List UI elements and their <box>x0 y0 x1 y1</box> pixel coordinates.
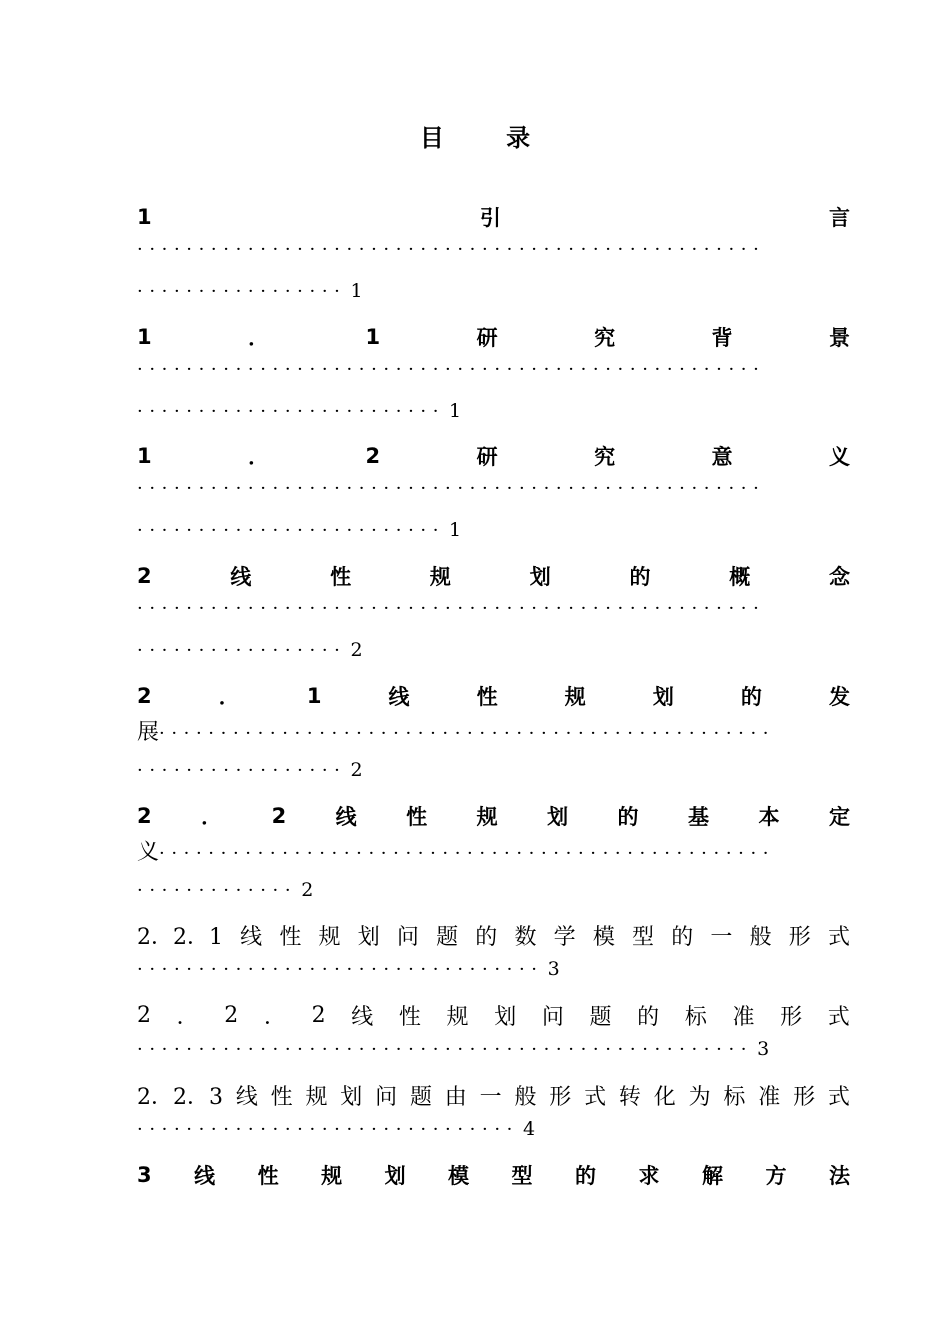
toc-heading-char: 研 <box>476 326 498 350</box>
toc-heading-char: 式 <box>584 1084 607 1110</box>
page-number: 2 <box>350 759 363 781</box>
toc-heading-char: 一 <box>479 1084 502 1110</box>
page-number: 4 <box>522 1118 536 1140</box>
toc-heading-char: 规 <box>318 924 341 950</box>
toc-heading-char: 2 <box>137 1002 151 1028</box>
toc-heading-char: 3 <box>137 1163 152 1187</box>
toc-heading-char: 划 <box>547 805 569 829</box>
toc-heading-char: 义 <box>137 840 160 865</box>
toc-heading-char: 背 <box>711 326 733 350</box>
toc-heading-char: 本 <box>758 805 780 829</box>
leader-dots: ··················································· <box>137 239 766 260</box>
toc-heading-char: ． <box>248 445 270 469</box>
toc-heading-char: 言 <box>829 206 850 230</box>
toc-entry-heading[interactable] <box>137 441 850 471</box>
toc-heading-char: 问 <box>375 1084 398 1110</box>
toc-heading-char: 性 <box>279 924 302 950</box>
toc-leader-line <box>137 958 560 982</box>
toc-heading-char: 2 <box>311 1002 326 1028</box>
toc-heading-char: 性 <box>270 1084 293 1110</box>
leader-dots: ························· <box>137 520 446 541</box>
page-number: 1 <box>350 280 363 302</box>
toc-heading-char: 的 <box>475 924 498 950</box>
toc-title-char-2: 录 <box>506 124 531 152</box>
toc-leader-line <box>137 1038 769 1062</box>
toc-leader-line <box>137 519 461 543</box>
toc-leader-line <box>137 236 850 266</box>
page-number: 2 <box>301 879 314 901</box>
toc-leader-line <box>137 715 850 745</box>
toc-heading-char: ． <box>218 685 240 709</box>
toc-heading-char: 义 <box>828 445 850 469</box>
toc-heading-char: 标 <box>684 1004 707 1030</box>
toc-leader-line <box>137 475 850 505</box>
toc-heading-char: 的 <box>671 924 694 950</box>
toc-heading-char: 般 <box>749 924 772 950</box>
page-number: 2 <box>350 639 363 661</box>
toc-heading-char: 究 <box>594 445 616 469</box>
toc-heading-char: 规 <box>429 565 451 589</box>
toc-heading-char: 2 <box>365 444 381 468</box>
toc-heading-char: 2 <box>137 564 152 588</box>
toc-heading-char: 由 <box>444 1084 467 1110</box>
toc-title <box>0 118 950 153</box>
toc-heading-char: 线 <box>388 685 410 709</box>
toc-heading-char: 式 <box>827 924 850 950</box>
leader-dots: ························· <box>137 401 446 422</box>
toc-heading-char: 转 <box>618 1084 641 1110</box>
toc-heading-char: 景 <box>828 326 850 350</box>
toc-heading-char: 念 <box>828 565 850 589</box>
toc-heading-char: 题 <box>589 1004 612 1030</box>
leader-dots: ·················································· <box>159 723 776 744</box>
toc-heading-char: 规 <box>564 685 586 709</box>
toc-heading-char: 的 <box>740 685 762 709</box>
toc-heading-char: 线 <box>351 1004 374 1030</box>
toc-heading-char: 定 <box>828 805 850 829</box>
toc-heading-char: 1 <box>365 325 381 349</box>
toc-heading-char: 一 <box>710 924 733 950</box>
toc-heading-char: 线 <box>240 924 263 950</box>
toc-entry-heading[interactable] <box>137 920 850 950</box>
toc-heading-char: 究 <box>594 326 616 350</box>
toc-heading-char: 式 <box>827 1004 850 1030</box>
toc-leader-line <box>137 1118 535 1142</box>
toc-heading-char: 化 <box>653 1084 676 1110</box>
toc-heading-char: 形 <box>549 1084 572 1110</box>
toc-heading-char: 线 <box>235 1084 258 1110</box>
toc-heading-char: 2 <box>137 804 152 828</box>
toc-heading-char: 题 <box>436 924 459 950</box>
toc-heading-char: 式 <box>827 1084 850 1110</box>
toc-leader-line <box>137 639 363 663</box>
toc-heading-char: 形 <box>780 1004 803 1030</box>
leader-dots: ································· <box>137 959 544 980</box>
toc-heading-char: 解 <box>701 1164 723 1188</box>
toc-entry-heading[interactable] <box>137 202 850 232</box>
toc-heading-char: 基 <box>688 805 709 829</box>
toc-heading-char: ． <box>201 805 223 829</box>
toc-heading-char: 模 <box>448 1164 470 1188</box>
toc-heading-char: 1 <box>306 684 322 708</box>
toc-heading-char: 型 <box>511 1164 533 1188</box>
leader-dots: ················· <box>137 640 347 661</box>
toc-heading-char: ． <box>176 1004 199 1030</box>
toc-heading-char: 学 <box>553 924 576 950</box>
toc-entry-heading[interactable] <box>137 801 850 831</box>
leader-dots: ············· <box>137 880 298 901</box>
leader-dots: ·················································· <box>137 1039 754 1060</box>
toc-heading-char: 数 <box>514 924 537 950</box>
toc-heading-char: 标 <box>723 1084 746 1110</box>
toc-heading-char: 方 <box>765 1164 787 1188</box>
toc-heading-char: 准 <box>732 1004 755 1030</box>
leader-dots: ·················································· <box>159 843 776 864</box>
toc-heading-char: 求 <box>638 1164 660 1188</box>
toc-heading-char: 规 <box>305 1084 328 1110</box>
leader-dots: ··················································· <box>137 359 766 380</box>
toc-heading-char: 形 <box>788 924 811 950</box>
toc-title-char-1: 目 <box>419 124 444 152</box>
toc-heading-char: 模 <box>592 924 615 950</box>
toc-heading-char: 发 <box>829 685 850 709</box>
toc-heading-char: 划 <box>652 685 674 709</box>
toc-heading-char: 2 <box>137 684 152 708</box>
toc-entry-heading[interactable] <box>137 1160 850 1190</box>
toc-heading-char: 1 <box>137 444 152 468</box>
toc-entry-heading[interactable] <box>137 1000 850 1030</box>
toc-heading-char: 法 <box>828 1164 850 1188</box>
toc-heading-char: 划 <box>340 1084 363 1110</box>
toc-leader-line <box>137 835 850 865</box>
toc-heading-char: 意 <box>711 445 733 469</box>
toc-heading-char: 展 <box>137 720 160 745</box>
toc-leader-line <box>137 356 850 386</box>
toc-heading-char: 研 <box>476 445 498 469</box>
toc-heading-char: 2．2．3 <box>137 1084 223 1110</box>
page-number: 3 <box>547 958 560 980</box>
toc-entry-heading[interactable] <box>137 1080 850 1110</box>
toc-heading-char: 性 <box>330 565 352 589</box>
toc-heading-char: 线 <box>230 565 252 589</box>
toc-heading-char: 线 <box>335 805 357 829</box>
toc-leader-line <box>137 879 313 903</box>
toc-heading-char: 的 <box>637 1004 660 1030</box>
toc-heading-char: 形 <box>793 1084 816 1110</box>
toc-heading-char: 题 <box>409 1084 432 1110</box>
toc-heading-char: 划 <box>529 565 551 589</box>
toc-heading-char: 划 <box>357 924 380 950</box>
toc-heading-char: 引 <box>479 206 501 230</box>
toc-heading-char: 问 <box>541 1004 564 1030</box>
toc-heading-char: 型 <box>632 924 655 950</box>
toc-heading-char: 性 <box>257 1164 279 1188</box>
toc-heading-char: 2．2．1 <box>137 924 223 950</box>
toc-leader-line <box>137 595 850 625</box>
toc-entry-heading[interactable] <box>137 681 850 711</box>
toc-heading-char: ． <box>248 326 270 350</box>
toc-heading-char: 性 <box>476 685 498 709</box>
leader-dots: ················· <box>137 760 347 781</box>
toc-heading-char: 1 <box>137 325 152 349</box>
toc-heading-char: 规 <box>446 1004 469 1030</box>
toc-heading-char: 性 <box>406 805 428 829</box>
page-number: 1 <box>449 400 462 422</box>
toc-heading-char: 规 <box>321 1164 343 1188</box>
leader-dots: ······························· <box>137 1119 519 1140</box>
toc-entry-heading[interactable] <box>137 322 850 352</box>
toc-heading-char: 准 <box>758 1084 781 1110</box>
toc-leader-line <box>137 280 363 304</box>
toc-heading-char: 2 <box>271 804 287 828</box>
toc-heading-char: 的 <box>617 805 639 829</box>
page-number: 3 <box>757 1038 770 1060</box>
toc-heading-char: 线 <box>194 1164 216 1188</box>
toc-heading-char: ． <box>263 1004 286 1030</box>
toc-heading-char: 性 <box>398 1004 421 1030</box>
toc-heading-char: 2 <box>224 1002 239 1028</box>
toc-heading-char: 的 <box>629 565 651 589</box>
toc-leader-line <box>137 400 461 424</box>
toc-leader-line <box>137 759 363 783</box>
toc-heading-char: 为 <box>688 1084 711 1110</box>
toc-heading-char: 的 <box>575 1164 597 1188</box>
page-number: 1 <box>449 519 462 541</box>
toc-heading-char: 划 <box>384 1164 406 1188</box>
toc-heading-char: 概 <box>729 565 751 589</box>
toc-heading-char: 问 <box>396 924 419 950</box>
toc-heading-char: 般 <box>514 1084 537 1110</box>
toc-heading-char: 划 <box>494 1004 517 1030</box>
toc-heading-char: 规 <box>476 805 498 829</box>
toc-heading-char: 1 <box>137 205 152 229</box>
leader-dots: ··················································· <box>137 598 766 619</box>
toc-entry-heading[interactable] <box>137 561 850 591</box>
leader-dots: ················· <box>137 281 347 302</box>
leader-dots: ··················································· <box>137 478 766 499</box>
